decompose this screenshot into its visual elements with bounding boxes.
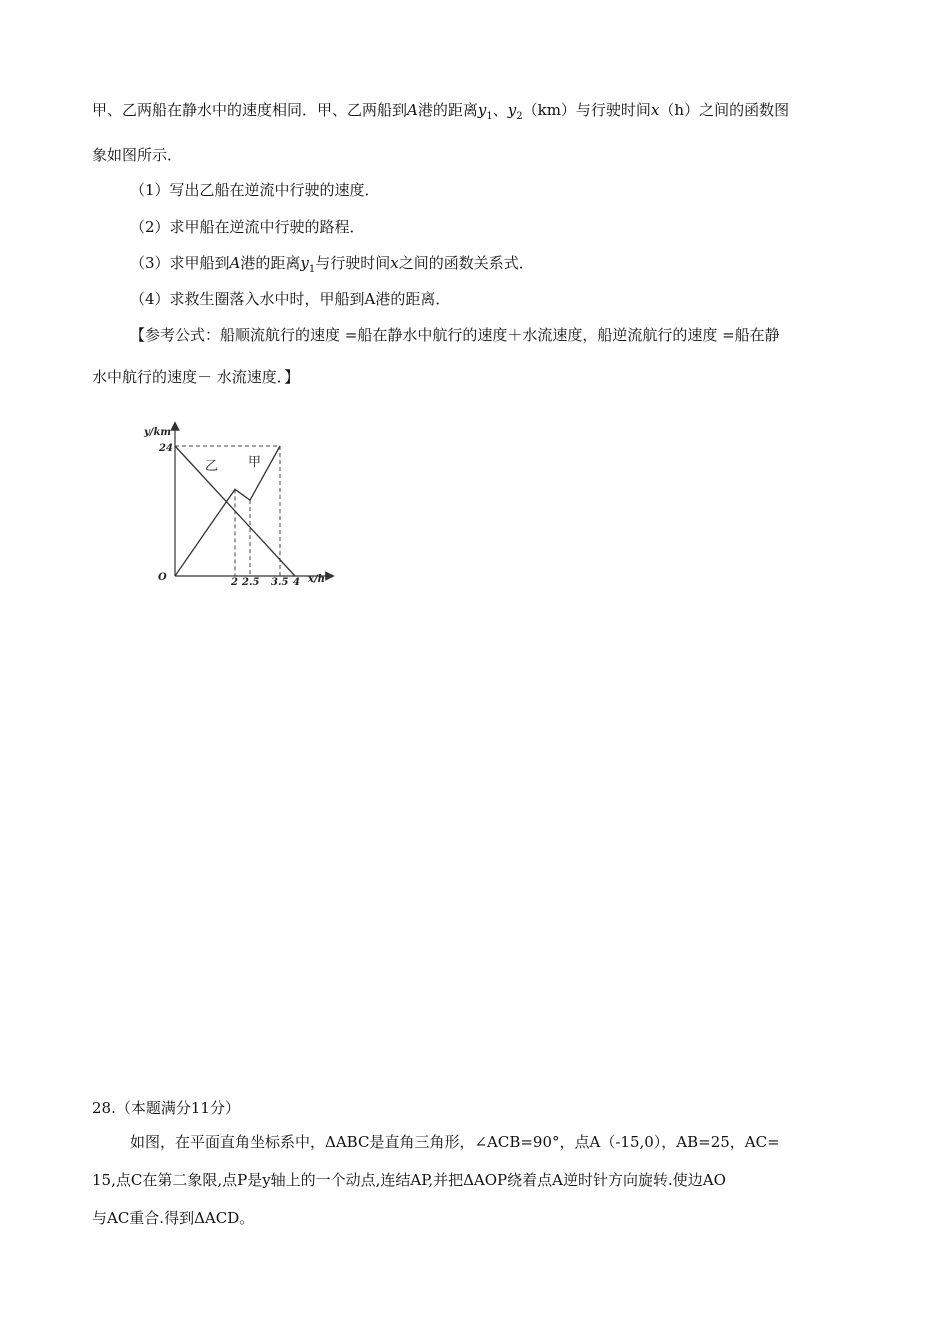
x-tick-2-5: 2.5 bbox=[242, 577, 260, 588]
problem-27-intro-line-2: 象如图所示． bbox=[92, 146, 183, 164]
series-label-yi: 乙 bbox=[205, 459, 219, 474]
question-1: （1）写出乙船在逆流中行驶的速度． bbox=[130, 181, 380, 199]
text-span: 之间的函数关系式． bbox=[398, 254, 534, 272]
text-span: 港的距离 bbox=[240, 254, 301, 272]
origin-label: O bbox=[158, 572, 167, 583]
text-span: 港的距离 bbox=[417, 101, 478, 119]
var-A: A bbox=[407, 101, 418, 119]
var-A: A bbox=[229, 254, 241, 272]
problem-27-intro-line-1 bbox=[92, 100, 789, 120]
y-tick-24: 24 bbox=[159, 443, 173, 454]
problem-28-line-1: 如图，在平面直角坐标系中，ΔABC是直角三角形，∠ACB=90°，点A（-15,0），AB=25，AC= bbox=[130, 1133, 780, 1151]
x-tick-3-5: 3.5 bbox=[271, 577, 289, 588]
text-span: （3）求甲船到 bbox=[130, 254, 230, 272]
problem-28-title: 28.（本题满分11分） bbox=[92, 1099, 240, 1117]
x-tick-4: 4 bbox=[293, 577, 300, 588]
text-span: 、 bbox=[492, 101, 508, 119]
question-4: （4）求救生圈落入水中时，甲船到A港的距离． bbox=[130, 290, 451, 308]
guide-lines bbox=[175, 446, 280, 576]
var-y1: y bbox=[300, 254, 309, 272]
x-tick-2: 2 bbox=[231, 577, 238, 588]
subscript-1: 1 bbox=[308, 264, 316, 275]
graph-svg bbox=[144, 420, 350, 595]
problem-28-line-3: 与AC重合.得到ΔACD。 bbox=[92, 1209, 255, 1227]
subscript-2: 2 bbox=[516, 111, 523, 122]
distance-time-graph bbox=[144, 420, 350, 595]
x-axis-label: x/h bbox=[308, 574, 325, 585]
var-x: x bbox=[650, 101, 660, 119]
formula-line-2: 水中航行的速度－ 水流速度．】 bbox=[92, 368, 300, 386]
formula-line-1: 【参考公式：船顺流航行的速度 =船在静水中航行的速度＋水流速度，船逆流航行的速度 =船在静 bbox=[130, 326, 780, 344]
var-y1: y bbox=[477, 101, 487, 119]
y-axis-label: y/km bbox=[144, 427, 171, 438]
question-2: （2）求甲船在逆流中行驶的路程． bbox=[130, 218, 365, 236]
series-line-0 bbox=[175, 446, 295, 576]
var-y2: y bbox=[507, 101, 517, 119]
problem-28-line-2: 15,点C在第二象限,点P是y轴上的一个动点,连结AP,并把ΔAOP绕着点A逆时针方向旋转.使边AO bbox=[92, 1171, 726, 1189]
series-lines bbox=[175, 446, 295, 576]
subscript-1: 1 bbox=[486, 111, 493, 122]
text-span: 与行驶时间 bbox=[315, 254, 391, 272]
text-span: （h）之间的函数图 bbox=[659, 101, 790, 119]
question-3 bbox=[130, 253, 534, 273]
var-x: x bbox=[390, 254, 399, 272]
series-label-jia: 甲 bbox=[248, 455, 262, 470]
text-span: 甲、乙两船在静水中的速度相同．甲、乙两船到 bbox=[92, 101, 408, 119]
text-span: （km）与行驶时间 bbox=[522, 101, 651, 119]
series-line-1 bbox=[175, 446, 280, 576]
